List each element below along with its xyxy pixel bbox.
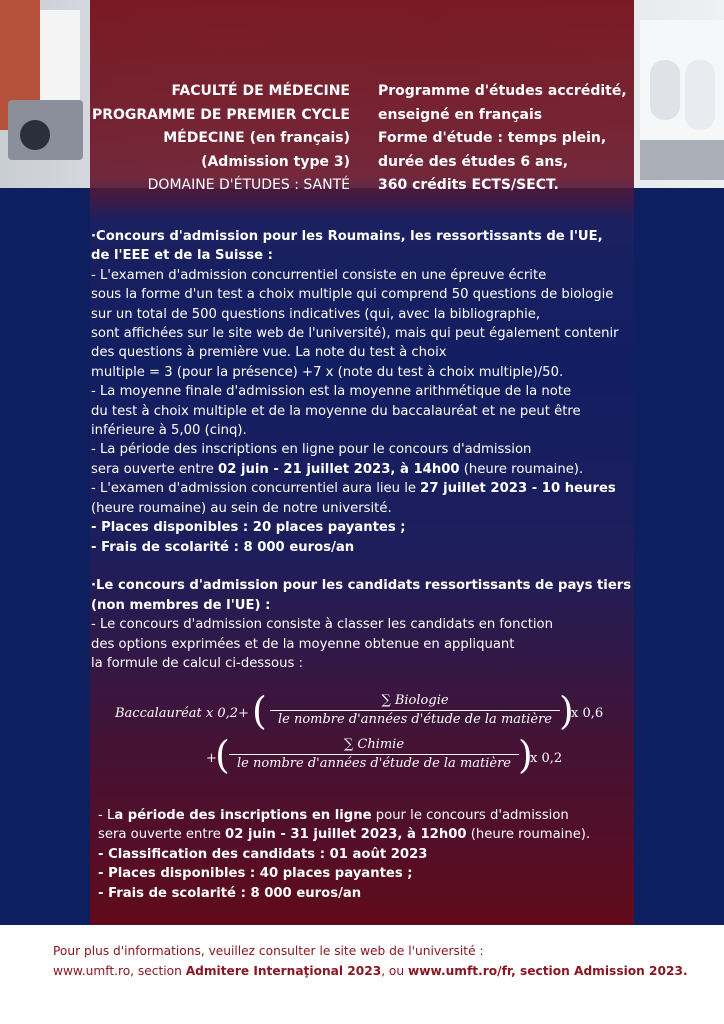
- detail-line: Programme d'études accrédité,: [378, 83, 627, 99]
- biology-fraction: [270, 693, 560, 727]
- chemistry-denominator: le nombre d'années d'étude de la matière: [236, 756, 512, 771]
- formula-lead: Baccalauréat x 0,2+: [115, 706, 249, 721]
- tuition-fees: - Frais de scolarité : 8 000 euros/an: [91, 539, 355, 555]
- program-details: [378, 80, 633, 198]
- paren-close: ): [559, 689, 574, 733]
- faculty-heading: [80, 80, 350, 198]
- registration-period-line: [98, 806, 628, 825]
- paren-open: (: [252, 689, 267, 733]
- detail-line: Forme d'étude : temps plein,: [378, 130, 607, 146]
- body-line: sous la forme d'un test a choix multiple qui comprend 50 questions de biologie: [91, 287, 614, 303]
- admission-fr-link[interactable]: www.umft.ro/fr, section Admission 2023.: [408, 963, 688, 978]
- classification-date: - Classification des candidats : 01 août 2023: [98, 846, 428, 862]
- places-available: - Places disponibles : 40 places payantes ;: [98, 866, 413, 882]
- text: sera ouverte entre: [91, 461, 219, 477]
- text: www.umft.ro, section: [53, 963, 186, 978]
- admitere-section-link[interactable]: Admitere Internaţional 2023: [185, 963, 382, 978]
- section2-title: ·Le concours d'admission pour les candidats ressortissants de pays tiers: [91, 578, 632, 594]
- exam-date: 27 juillet 2023 - 10 heures: [420, 481, 616, 497]
- section1-title-cont: de l'EEE et de la Suisse :: [91, 248, 273, 264]
- footer-info: [53, 942, 713, 981]
- footer-links-line: [53, 962, 713, 982]
- third-country-details: [98, 806, 628, 903]
- text: - L: [98, 808, 115, 823]
- registration-dates: 02 juin - 21 juillet 2023, à 14h00: [218, 461, 460, 477]
- chemistry-fraction: [229, 737, 519, 771]
- text: , ou: [381, 963, 408, 978]
- paren-close: ): [518, 733, 533, 777]
- body-line: sont affichées sur le site web de l'université), mais qui peut également contenir: [91, 326, 619, 342]
- body-line: des options exprimées et de la moyenne obtenue en appliquant: [91, 636, 515, 652]
- paren-open: (: [215, 733, 230, 777]
- admission-formula: [115, 689, 615, 784]
- body-line: - Le concours d'admission consiste à classer les candidats en fonction: [91, 617, 553, 633]
- faculty-line: FACULTÉ DE MÉDECINE: [171, 83, 350, 99]
- body-line: - La période des inscriptions en ligne pour le concours d'admission: [91, 442, 532, 458]
- body-line: multiple = 3 (pour la présence) +7 x (note du test à choix multiple)/50.: [91, 364, 564, 380]
- places-available: - Places disponibles : 20 places payantes ;: [91, 520, 406, 536]
- registration-label: a période des inscriptions en ligne: [114, 808, 372, 823]
- detail-line: durée des études 6 ans,: [378, 153, 569, 170]
- biology-weight: x 0,6: [571, 706, 604, 721]
- registration-dates-line: [98, 825, 628, 844]
- section1-title: ·Concours d'admission pour les Roumains, les ressortissants de l'UE,: [91, 229, 603, 244]
- body-line: (heure roumaine) au sein de notre université.: [91, 500, 392, 516]
- text: (heure roumaine).: [466, 827, 591, 843]
- program-line: PROGRAMME DE PREMIER CYCLE: [91, 106, 350, 123]
- chemistry-weight: x 0,2: [530, 751, 563, 766]
- text: sera ouverte entre: [98, 827, 226, 843]
- footer-line: Pour plus d'informations, veuillez consulter le site web de l'université :: [53, 944, 484, 958]
- text: (heure roumaine).: [459, 461, 584, 477]
- text: - L'examen d'admission concurrentiel aura lieu le: [91, 481, 421, 497]
- body-line: inférieure à 5,00 (cinq).: [91, 423, 247, 439]
- detail-line: enseigné en français: [378, 106, 543, 123]
- tuition-fees: - Frais de scolarité : 8 000 euros/an: [98, 885, 362, 901]
- text: pour le concours d'admission: [371, 808, 569, 823]
- registration-period-line: [91, 460, 631, 479]
- body-line: - La moyenne finale d'admission est la moyenne arithmétique de la note: [91, 384, 572, 400]
- body-line: des questions à première vue. La note du test à choix: [91, 345, 447, 361]
- chemistry-numerator: ∑ Chimie: [229, 737, 519, 755]
- body-line: - L'examen d'admission concurrentiel consiste en une épreuve écrite: [91, 267, 547, 283]
- registration-dates: 02 juin - 31 juillet 2023, à 12h00: [225, 827, 467, 843]
- section2-title-cont: (non membres de l'UE) :: [91, 597, 271, 613]
- domain-line: DOMAINE D'ÉTUDES : SANTÉ: [147, 177, 350, 193]
- plus-sign: +: [206, 751, 217, 766]
- exam-date-line: [91, 479, 631, 498]
- biology-numerator: ∑ Biologie: [270, 693, 560, 711]
- detail-line: 360 crédits ECTS/SECT.: [378, 177, 559, 193]
- admission-type-line: (Admission type 3): [201, 153, 350, 170]
- body-line: sur un total de 500 questions indicatives (qui, avec la bibliographie,: [91, 306, 541, 322]
- admission-info: [91, 227, 631, 673]
- specialty-line: MÉDECINE (en français): [163, 130, 350, 146]
- body-line: du test à choix multiple et de la moyenne du baccalauréat et ne peut être: [91, 403, 581, 419]
- body-line: la formule de calcul ci-dessous :: [91, 655, 303, 671]
- biology-denominator: le nombre d'années d'étude de la matière: [277, 712, 553, 727]
